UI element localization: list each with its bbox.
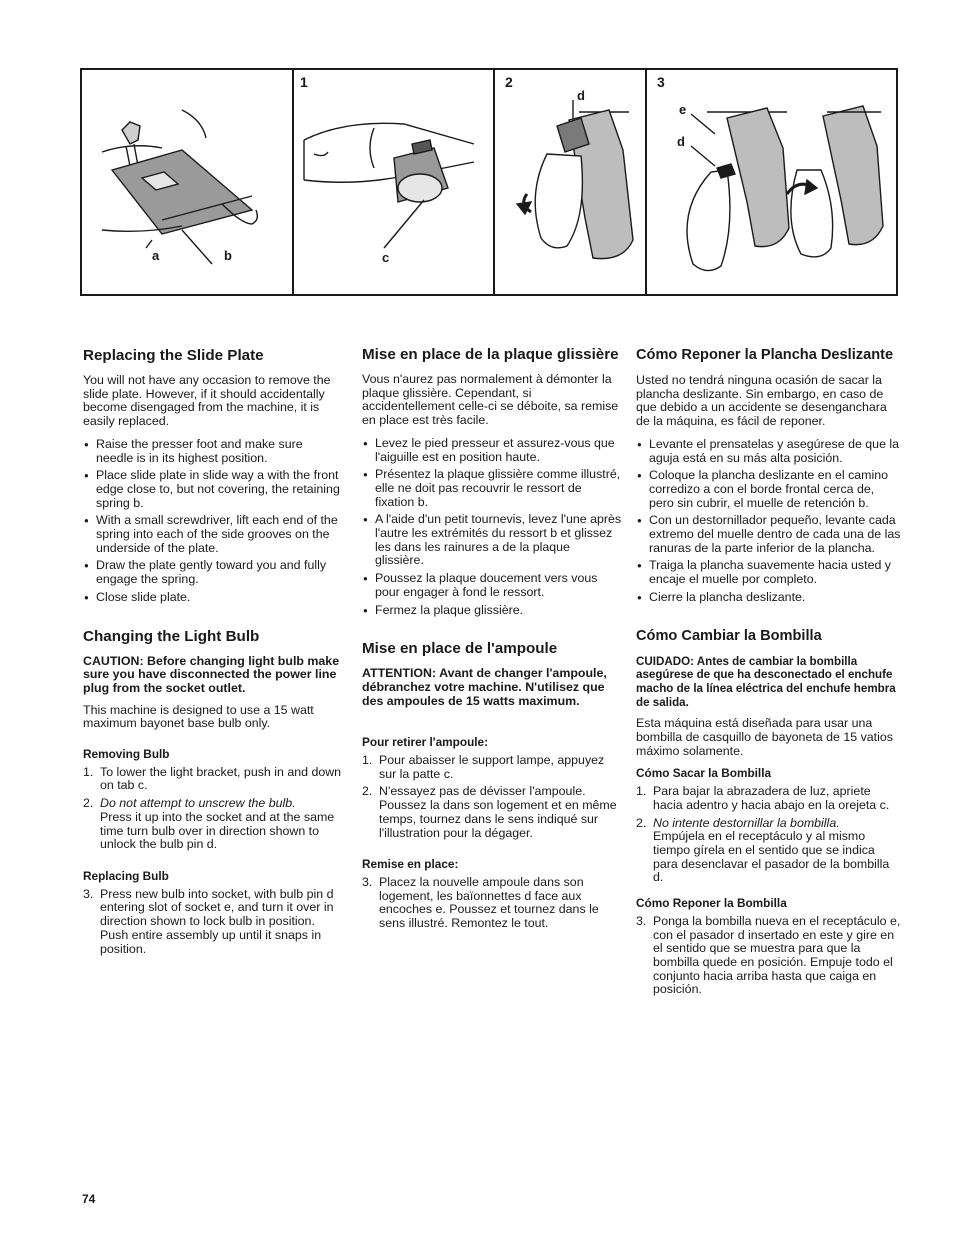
list-item: ● Place slide plate in slide way a with the front edge close to, but not covering, the retaining spring b. bbox=[83, 469, 343, 510]
list-item: ● Draw the plate gently toward you and fully engage the spring. bbox=[83, 559, 343, 586]
numbered-step bbox=[83, 888, 343, 957]
bullet-list bbox=[83, 438, 343, 605]
numbered-step bbox=[362, 876, 622, 931]
step-text: Do not attempt to unscrew the bulb. bbox=[100, 796, 296, 811]
list-item: ● With a small screwdriver, lift each end of the spring into each of the side grooves on the underside of the plate. bbox=[83, 514, 343, 555]
figure-panel-2 bbox=[493, 70, 645, 294]
intro-paragraph: Esta máquina está diseñada para usar una bombilla de casquillo de bayoneta de 15 vatios máximo solamente. bbox=[636, 716, 893, 758]
step-text: Para bajar la abrazadera de luz, apriete hacia adentro y hacia abajo en la orejeta c. bbox=[653, 784, 890, 812]
caution-paragraph: CUIDADO: Antes de cambiar la bombilla asegúrese de que ha desconectado el enchufe macho de la línea eléctrica del enchufe hembra de salida. bbox=[636, 654, 896, 709]
list-item: ● Cierre la plancha deslizante. bbox=[636, 591, 902, 605]
numbered-step bbox=[362, 785, 622, 840]
list-item: ● Close slide plate. bbox=[83, 591, 343, 605]
section-heading: Mise en place de la plaque glissière bbox=[362, 346, 619, 363]
list-item: ● Poussez la plaque doucement vers vous pour engager à fond le ressort. bbox=[362, 572, 622, 599]
step-number: 2. bbox=[83, 796, 94, 811]
subheading: Removing Bulb bbox=[83, 747, 170, 762]
intro-paragraph: You will not have any occasion to remove the slide plate. However, if it should accidentally become disengaged from the machine, it is easily replaced. bbox=[83, 373, 331, 429]
numbered-step bbox=[636, 915, 902, 997]
callout-c: c bbox=[382, 250, 390, 265]
step-text: Ponga la bombilla nueva en el receptáculo e, con el pasador d insertado en este y gire en el sentido que se muestra para que la bombilla quede en posición. Empuje todo el conjunto hacia arriba hasta que caiga en posición. bbox=[653, 913, 901, 997]
numbered-step bbox=[83, 797, 343, 852]
step-number: 2. bbox=[636, 815, 647, 830]
step-text: No intente destornillar la bombilla. bbox=[653, 815, 840, 830]
section-heading: Cómo Reponer la Plancha Deslizante bbox=[636, 347, 894, 363]
subheading: Cómo Reponer la Bombilla bbox=[636, 896, 787, 911]
callout-e: e bbox=[679, 102, 687, 117]
step-text: Pour abaisser le support lampe, appuyez sur la patte c. bbox=[379, 753, 605, 781]
subheading: Remise en place: bbox=[362, 857, 459, 872]
step-text-continued: Empújela en el receptáculo y al mismo tiempo gírela en el sentido que se indica para desenclavar el pasador de la bombilla d. bbox=[653, 829, 890, 885]
panel-number: 1 bbox=[300, 74, 308, 90]
list-item: ● Con un destornillador pequeño, levante cada extremo del muelle dentro de cada una de las ranuras de la parte inferior de la plancha. bbox=[636, 514, 902, 555]
step-text: Press new bulb into socket, with bulb pin d entering slot of socket e, and turn it over in direction shown to lock bulb in position. Push entire assembly up until it snaps in position. bbox=[100, 886, 334, 956]
step-number: 3. bbox=[83, 886, 94, 901]
section-heading: Replacing the Slide Plate bbox=[83, 347, 264, 364]
step-text: Placez la nouvelle ampoule dans son logement, les baïonnettes d face aux encoches e. Poussez et tournez dans le sens illustré. Remontez le tout. bbox=[379, 874, 599, 931]
step-number: 1. bbox=[83, 764, 94, 779]
section-heading: Changing the Light Bulb bbox=[83, 627, 260, 645]
section-heading: Cómo Cambiar la Bombilla bbox=[636, 627, 822, 644]
caution-paragraph: ATTENTION: Avant de changer l'ampoule, débranchez votre machine. N'utilisez que des ampoules de 15 watts maximum. bbox=[362, 666, 607, 708]
section-heading: Mise en place de l'ampoule bbox=[362, 640, 558, 658]
numbered-step bbox=[83, 766, 343, 793]
figure-panel-1 bbox=[292, 70, 493, 294]
list-item: ● Fermez la plaque glissière. bbox=[362, 604, 622, 618]
panel-number: 3 bbox=[657, 74, 665, 90]
intro-paragraph: This machine is designed to use a 15 watt maximum bayonet base bulb only. bbox=[83, 702, 314, 731]
callout-a: a bbox=[152, 248, 160, 263]
step-number: 1. bbox=[636, 784, 647, 799]
french-column bbox=[362, 340, 622, 935]
list-item: ● Levez le pied presseur et assurez-vous que l'aiguille est en position haute. bbox=[362, 437, 622, 464]
illustration-frame bbox=[80, 68, 898, 296]
callout-d: d bbox=[577, 88, 585, 103]
step-number: 1. bbox=[362, 753, 373, 768]
spanish-column bbox=[636, 340, 902, 1001]
list-item: ● Levante el prensatelas y asegúrese de que la aguja está en su más alta posición. bbox=[636, 438, 902, 465]
numbered-step bbox=[636, 785, 902, 812]
panel-number: 2 bbox=[505, 74, 513, 90]
numbered-step bbox=[636, 817, 902, 886]
list-item: ● A l'aide d'un petit tournevis, levez l'une après l'autre les extrémités du ressort b et glissez les dans les rainures a de la plaque glissière. bbox=[362, 513, 622, 568]
step-number: 2. bbox=[362, 784, 373, 799]
bulb-unlock-drawing bbox=[495, 70, 645, 294]
callout-d: d bbox=[677, 134, 685, 149]
slide-plate-drawing bbox=[82, 70, 292, 294]
subheading: Pour retirer l'ampoule: bbox=[362, 735, 489, 750]
step-number: 3. bbox=[636, 913, 647, 928]
bulb-install-drawing bbox=[647, 70, 896, 294]
step-text: N'essayez pas de dévisser l'ampoule. Poussez la dans son logement et en même temps, tournez dans le sens indiqué sur l'illustration pour la dégager. bbox=[379, 784, 617, 840]
intro-paragraph: Vous n'aurez pas normalement à démonter la plaque glissière. Cependant, si accidentellement celle-ci se déboite, sa remise en place est très facile. bbox=[362, 372, 619, 428]
list-item: ● Coloque la plancha deslizante en el camino corredizo a con el borde frontal cerca de, pero sin cubrir, el muelle de retención b. bbox=[636, 469, 902, 510]
figure-panel-slide-plate bbox=[82, 70, 292, 294]
step-text-continued: Press it up into the socket and at the same time turn bulb over in direction shown to unlock the bulb pin d. bbox=[100, 809, 335, 852]
bullet-list bbox=[636, 438, 902, 605]
list-item: ● Traiga la plancha suavemente hacia usted y encaje el muelle por completo. bbox=[636, 559, 902, 586]
list-item: ● Présentez la plaque glissière comme illustré, elle ne doit pas recouvrir le ressort de fixation b. bbox=[362, 468, 622, 509]
step-number: 3. bbox=[362, 874, 373, 889]
intro-paragraph: Usted no tendrá ninguna ocasión de sacar la plancha deslizante. Sin embargo, en caso de que debido a un accidente se desenganchara de la máquina, es fácil de reponer. bbox=[636, 373, 887, 429]
caution-paragraph: CAUTION: Before changing light bulb make sure you have disconnected the power line plug from the socket outlet. bbox=[83, 653, 340, 695]
light-bracket-drawing bbox=[294, 70, 493, 294]
step-text: To lower the light bracket, push in and down on tab c. bbox=[100, 764, 342, 793]
bullet-list bbox=[362, 437, 622, 617]
page-number: 74 bbox=[82, 1192, 96, 1206]
figure-panel-3 bbox=[645, 70, 896, 294]
subheading: Cómo Sacar la Bombilla bbox=[636, 766, 772, 781]
list-item: ● Raise the presser foot and make sure needle is in its highest position. bbox=[83, 438, 343, 465]
subheading: Replacing Bulb bbox=[83, 868, 169, 883]
numbered-step bbox=[362, 754, 622, 781]
english-column bbox=[83, 340, 343, 960]
callout-b: b bbox=[224, 248, 232, 263]
